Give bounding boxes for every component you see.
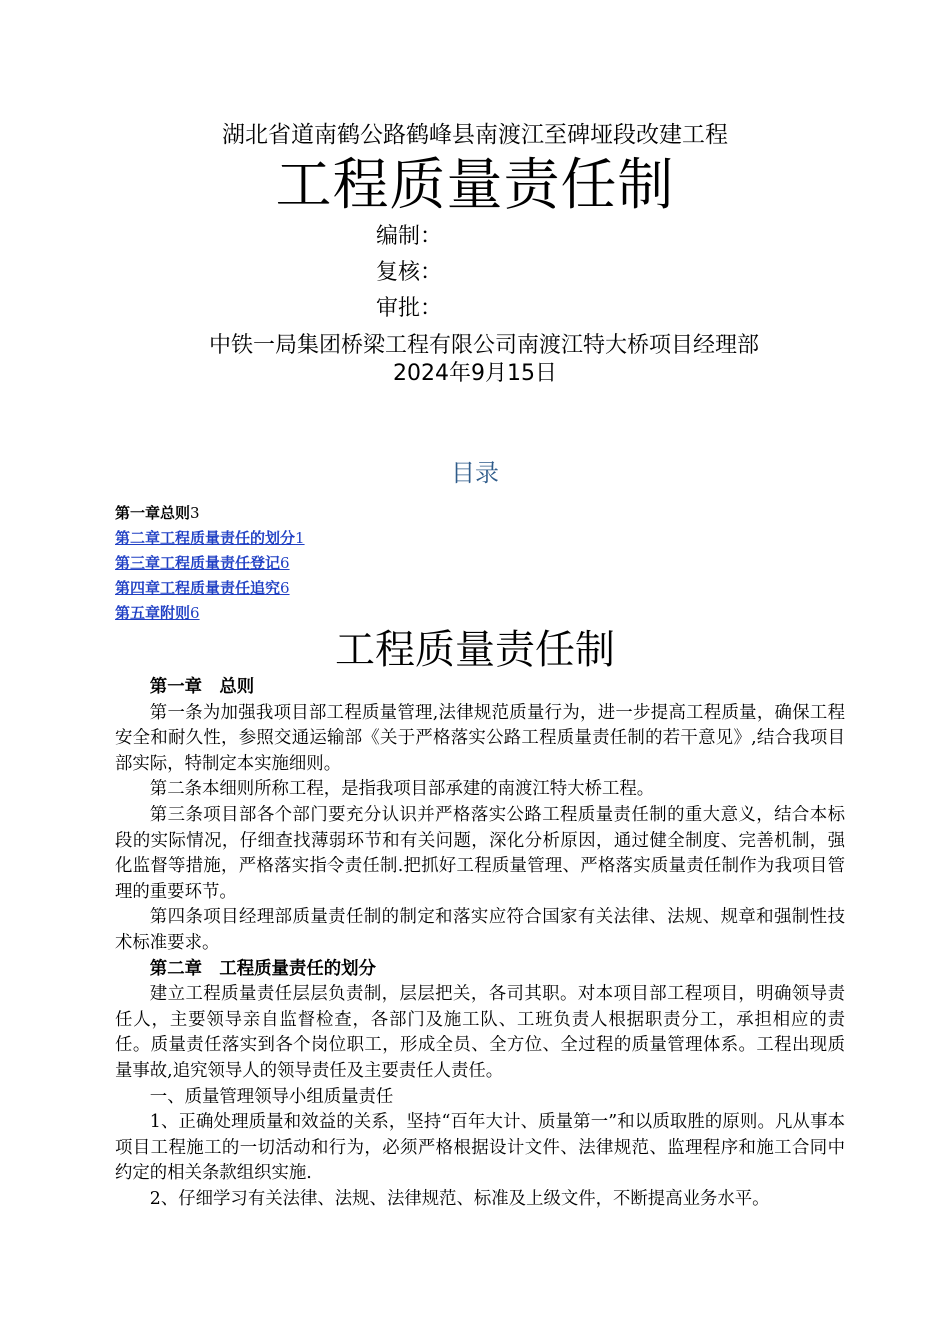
cover-date: 2024年9月15日 [393, 361, 557, 386]
section-heading: 一、质量管理领导小组质量责任 [149, 1086, 394, 1107]
toc-item-chapter-4[interactable] [115, 576, 305, 601]
toc-item-chapter-2[interactable] [115, 526, 305, 551]
toc-item-page: 3 [190, 504, 200, 522]
cover-subtitle: 湖北省道南鹤公路鹤峰县南渡江至碑垭段改建工程 [222, 122, 728, 148]
article-paragraph: 第三条项目部各个部门要充分认识并严格落实公路工程质量责任制的重大意义，结合本标段的实际情况，仔细查找薄弱环节和有关问题，深化分析原因，通过健全制度、完善机制，强化监督等措施，严格落实指令责任制.把抓好工程质量管理、严格落实质量责任制作为我项目管理的重要环节。 [115, 804, 845, 902]
cover-organization: 中铁一局集团桥梁工程有限公司南渡江特大桥项目经理部 [208, 333, 759, 358]
article-paragraph: 第二条本细则所称工程，是指我项目部承建的南渡江特大桥工程。 [149, 779, 655, 800]
toc-item-label: 第四章工程质量责任追究 [115, 579, 281, 597]
article-paragraph: 第一条为加强我项目部工程质量管理,法律规范质量行为，进一步提高工程质量，确保工程安全和耐久性，参照交通运输部《关于严格落实公路工程质量责任制的若干意见》,结合我项目部实际，特制定本实施细则。 [115, 702, 845, 774]
toc-item-chapter-1[interactable] [115, 501, 305, 526]
article-paragraph: 第四条项目经理部质量责任制的制定和落实应符合国家有关法律、法规、规章和强制性技术标准要求。 [115, 907, 845, 953]
table-of-contents [115, 501, 305, 626]
toc-item-label: 第二章工程质量责任的划分 [115, 529, 296, 547]
sign-line-reviewed: 复核： [376, 260, 443, 285]
body-title: 工程质量责任制 [335, 627, 615, 673]
chapter-heading: 第二章 工程质量责任的划分 [149, 958, 376, 979]
toc-heading: 目录 [451, 459, 499, 487]
toc-item-page: 6 [280, 554, 290, 572]
toc-item-label: 第一章总则 [115, 504, 191, 522]
list-paragraph: 1、正确处理质量和效益的关系，坚持“百年大计、质量第一”和以质取胜的原则。凡从事本项目工程施工的一切活动和行为，必须严格根据设计文件、法律规范、监理程序和施工合同中约定的相关条款组织实施. [115, 1112, 845, 1184]
sign-line-approved: 审批： [376, 296, 443, 321]
body-content [115, 675, 845, 1212]
list-paragraph: 2、仔细学习有关法律、法规、法律规范、标准及上级文件，不断提高业务水平。 [149, 1188, 770, 1209]
toc-item-chapter-3[interactable] [115, 551, 305, 576]
toc-item-label: 第五章附则 [115, 604, 191, 622]
toc-item-label: 第三章工程质量责任登记 [115, 554, 281, 572]
toc-item-page: 1 [295, 529, 305, 547]
body-paragraph: 建立工程质量责任层层负责制，层层把关，各司其职。对本项目部工程项目，明确领导责任人，主要领导亲自监督检查，各部门及施工队、工班负责人根据职责分工，承担相应的责任。质量责任落实到各个岗位职工，形成全员、全方位、全过程的质量管理体系。工程出现质量事故,追究领导人的领导责任及主要责任人责任。 [115, 984, 845, 1081]
toc-item-page: 6 [190, 604, 200, 622]
sign-line-compiled: 编制： [376, 224, 443, 249]
chapter-heading: 第一章 总则 [149, 677, 255, 697]
toc-item-page: 6 [280, 579, 290, 597]
cover-title: 工程质量责任制 [275, 153, 675, 218]
